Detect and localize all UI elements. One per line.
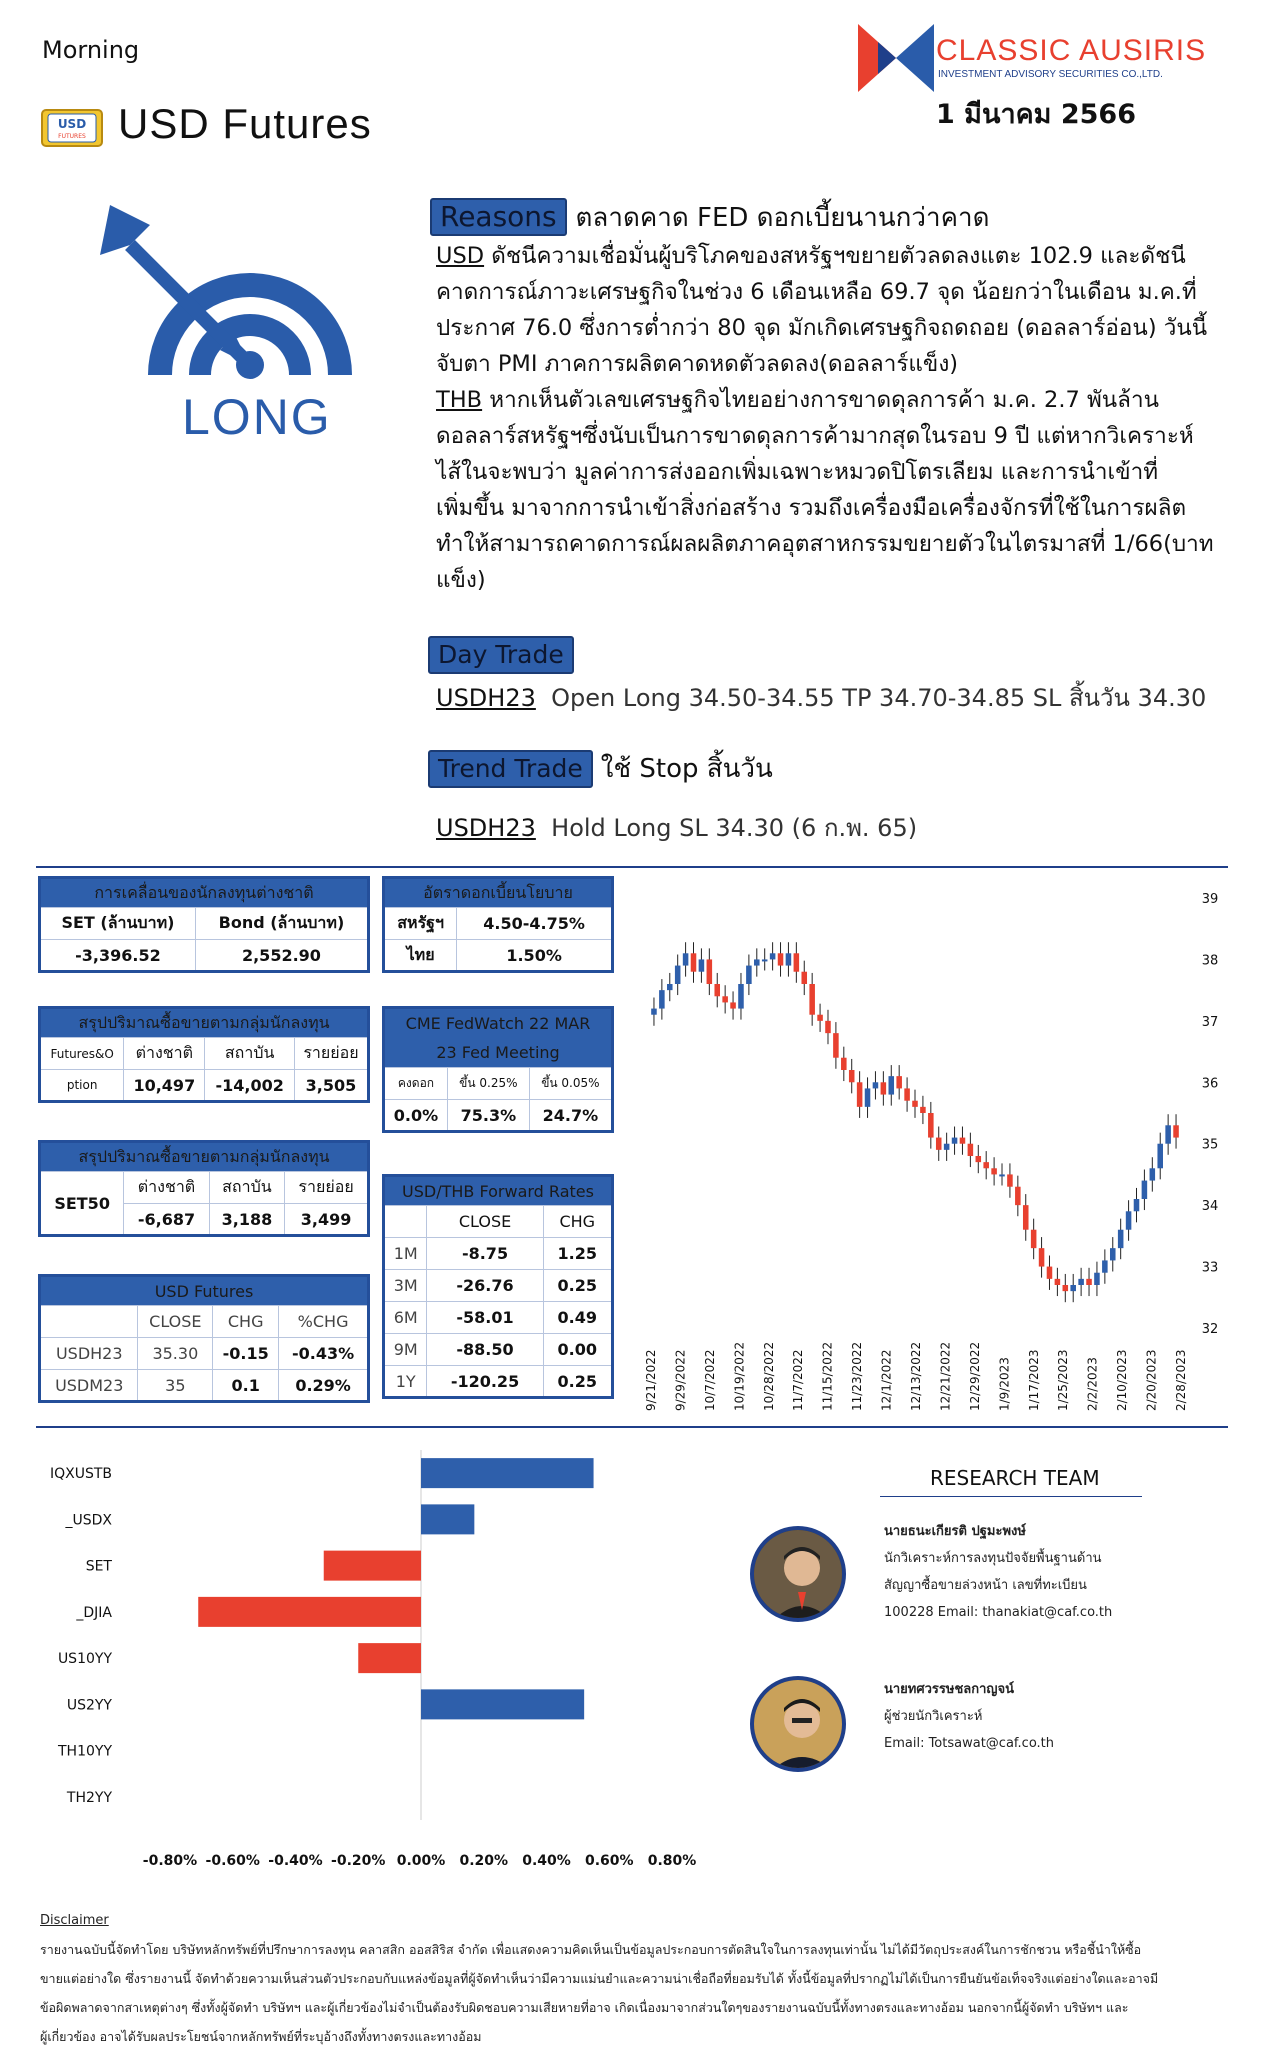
table-cell: -26.76 xyxy=(427,1270,543,1302)
table-header: สถาบัน xyxy=(209,1172,284,1204)
x-tick-label: 1/17/2023 xyxy=(1026,1349,1041,1411)
x-tick-label: 0.20% xyxy=(459,1853,509,1869)
table-cell: 35 xyxy=(138,1370,213,1402)
trend-trade-row xyxy=(436,808,917,847)
svg-text:FUTURES: FUTURES xyxy=(58,133,86,140)
assistant-photo-avatar xyxy=(750,1676,846,1772)
candle-body xyxy=(1063,1285,1069,1291)
table-cell: 24.7% xyxy=(529,1100,612,1132)
thb-line: เพิ่มขึ้น มาจากการนำเข้าสิ่งก่อสร้าง รวมถึงเครื่องมือเครื่องจักรที่ใช้ในการผลิต xyxy=(436,495,1187,521)
day-trade-row xyxy=(436,678,1206,717)
candle-body xyxy=(1094,1273,1100,1285)
disclaimer xyxy=(40,1906,1240,2051)
table-header: สถาบัน xyxy=(205,1038,295,1070)
table-cell: -0.43% xyxy=(279,1338,369,1370)
x-tick-label: 2/2/2023 xyxy=(1085,1357,1100,1411)
table-cell: 0.00 xyxy=(543,1334,612,1366)
table-header: %CHG xyxy=(279,1306,369,1338)
y-tick-label: 36 xyxy=(1201,1076,1219,1092)
thb-line: ดอลลาร์สหรัฐฯซึ่งนับเป็นการขาดดุลการค้ามากสุดในรอบ 9 ปี แต่หากวิเคราะห์ xyxy=(436,423,1194,449)
table-title: สรุปปริมาณซื้อขายตามกลุ่มนักลงทุน xyxy=(40,1008,369,1038)
table-header: CHG xyxy=(213,1306,279,1338)
table-title: การเคลื่อนของนักลงทุนต่างชาติ xyxy=(40,878,369,908)
candle-body xyxy=(691,953,697,971)
x-tick-label: 12/13/2022 xyxy=(909,1341,923,1411)
candle-body xyxy=(904,1088,910,1100)
table-title: สรุปปริมาณซื้อขายตามกลุ่มนักลงทุน xyxy=(40,1142,369,1172)
table-header: SET (ล้านบาท) xyxy=(40,908,196,940)
table-row xyxy=(384,1270,613,1302)
brand-subtitle: INVESTMENT ADVISORY SECURITIES CO.,LTD. xyxy=(938,69,1163,80)
table-cell: ption xyxy=(40,1070,124,1102)
analyst-contact: Email: Totsawat@caf.co.th xyxy=(884,1736,1055,1751)
section-divider xyxy=(36,1426,1228,1428)
table-cell: -0.15 xyxy=(213,1338,279,1370)
usd-key: USD xyxy=(436,243,485,269)
x-tick-label: -0.40% xyxy=(268,1853,323,1869)
candle-body xyxy=(960,1138,966,1144)
candle-body xyxy=(683,953,689,965)
candle-body xyxy=(920,1107,926,1113)
bar xyxy=(421,1458,594,1488)
candle-body xyxy=(770,953,776,959)
x-tick-label: 0.00% xyxy=(396,1853,446,1869)
candle-body xyxy=(667,984,673,990)
candle-body xyxy=(1031,1230,1037,1248)
candle-body xyxy=(991,1168,997,1174)
x-tick-label: 10/7/2022 xyxy=(702,1349,717,1411)
x-tick-label: -0.20% xyxy=(331,1853,386,1869)
day-trade-header xyxy=(428,636,574,674)
table-header: ขึ้น 0.25% xyxy=(447,1068,529,1100)
candle-body xyxy=(976,1156,982,1162)
candle-body xyxy=(1134,1199,1140,1211)
candle-body xyxy=(699,959,705,971)
candle-body xyxy=(833,1033,839,1058)
disclaimer-line: รายงานฉบับนี้จัดทำโดย บริษัทหลักทรัพย์ที่ปรึกษาการลงทุน คลาสสิก ออสสิริส จำกัด เพื่อแสดงความคิดเห็นเป็นข้อมูลประกอบการตัดสินใจในการลงทุนเท่านั้น ไม่ได้มีวัตถุประสงค์ในการชักชวน หรือชี้นำให้ซื้อ xyxy=(40,1942,1142,1957)
research-team-title: RESEARCH TEAM xyxy=(930,1466,1100,1490)
candle-body xyxy=(651,1009,657,1015)
day-trade-symbol: USDH23 xyxy=(436,684,536,712)
bar xyxy=(421,1504,474,1534)
table-cell: 35.30 xyxy=(138,1338,213,1370)
foreign-flow-table xyxy=(38,876,370,973)
disclaimer-line: ข้อผิดพลาดจากสาเหตุต่างๆ ซึ่งทั้งผู้จัดทำ บริษัทฯ และผู้เกี่ยวข้องไม่จำเป็นต้องรับผิดชอบความเสียหายที่อาจ เกิดเนื่องมาจากส่วนใดๆของรายงานฉบับนี้ทั้งทางตรงและทางอ้อม นอกจากนี้ผู้จัดทำ บริษัทฯ และ xyxy=(40,2000,1129,2015)
table-header: Bond (ล้านบาท) xyxy=(195,908,368,940)
candle-body xyxy=(1070,1285,1076,1291)
candle-body xyxy=(1078,1279,1084,1285)
futures-flow-table xyxy=(38,1006,370,1103)
candle-body xyxy=(952,1138,958,1144)
candle-body xyxy=(1007,1174,1013,1186)
table-cell: 1Y xyxy=(384,1366,427,1398)
trend-trade-text: Hold Long SL 34.30 (6 ก.พ. 65) xyxy=(551,814,918,842)
table-cell: 1.50% xyxy=(457,940,613,972)
x-tick-label: 0.40% xyxy=(522,1853,571,1869)
candle-body xyxy=(1165,1125,1171,1143)
category-label: US10YY xyxy=(57,1651,112,1668)
x-tick-label: 2/28/2023 xyxy=(1174,1349,1188,1411)
table-cell: 9M xyxy=(384,1334,427,1366)
trend-trade-symbol: USDH23 xyxy=(436,814,536,842)
x-tick-label: 12/29/2022 xyxy=(967,1341,982,1411)
x-tick-label: -0.60% xyxy=(205,1853,260,1869)
category-label: TH2YY xyxy=(66,1789,112,1806)
table-row xyxy=(40,1338,369,1370)
candle-body xyxy=(1039,1248,1045,1266)
day-trade-text: Open Long 34.50-34.55 TP 34.70-34.85 SL สิ้นวัน 34.30 xyxy=(551,684,1207,712)
candle-body xyxy=(730,1002,736,1008)
reasons-tag: Reasons xyxy=(430,198,567,236)
bar xyxy=(324,1551,421,1581)
usdthb-candlestick-chart xyxy=(640,876,1230,1416)
candle-body xyxy=(754,959,760,965)
category-label: _USDX xyxy=(65,1512,112,1529)
x-tick-label: 2/20/2023 xyxy=(1144,1349,1159,1411)
y-tick-label: 34 xyxy=(1201,1199,1219,1215)
trend-trade-headline: ใช้ Stop สิ้นวัน xyxy=(600,754,773,784)
category-label: SET xyxy=(85,1558,112,1575)
table-cell: 4.50-4.75% xyxy=(457,908,613,940)
trend-trade-header xyxy=(428,750,773,788)
forward-rates-table xyxy=(382,1174,614,1399)
disclaimer-line: ผู้เกี่ยวข้อง อาจได้รับผลประโยชน์จากหลักทรัพย์ที่ระบุอ้างถึงทั้งทางตรงและทางอ้อม xyxy=(40,2029,482,2044)
x-tick-label: 10/28/2022 xyxy=(761,1341,776,1411)
candle-body xyxy=(817,1015,823,1021)
disclaimer-title: Disclaimer xyxy=(40,1913,109,1928)
svg-text:USD: USD xyxy=(57,117,87,131)
thb-paragraph xyxy=(436,382,1256,598)
candle-body xyxy=(1110,1248,1116,1260)
category-label: US2YY xyxy=(66,1697,112,1714)
table-header: CLOSE xyxy=(138,1306,213,1338)
table-title: 23 Fed Meeting xyxy=(384,1038,613,1068)
table-cell: USDH23 xyxy=(40,1338,138,1370)
candle-body xyxy=(809,984,815,1015)
report-session: Morning xyxy=(42,36,140,64)
table-header: ต่างชาติ xyxy=(124,1038,205,1070)
section-divider xyxy=(36,866,1228,868)
candle-body xyxy=(968,1144,974,1156)
candle-body xyxy=(746,966,752,984)
table-cell: 0.25 xyxy=(543,1270,612,1302)
x-tick-label: 9/21/2022 xyxy=(644,1349,658,1411)
x-tick-label: 0.60% xyxy=(584,1853,634,1869)
category-label: IQXUSTB xyxy=(49,1466,112,1483)
reasons-headline: ตลาดคาด FED ดอกเบี้ยนานกว่าคาด xyxy=(575,203,990,233)
candle-body xyxy=(1047,1267,1053,1279)
table-cell: 1.25 xyxy=(543,1238,612,1270)
candle-body xyxy=(675,966,681,984)
x-tick-label: 11/7/2022 xyxy=(791,1349,806,1411)
candle-body xyxy=(762,959,768,961)
usd-futures-table xyxy=(38,1274,370,1403)
x-tick-label: 12/21/2022 xyxy=(938,1341,953,1411)
table-cell: 0.49 xyxy=(543,1302,612,1334)
candle-body xyxy=(873,1082,879,1088)
table-cell: 75.3% xyxy=(447,1100,529,1132)
signal-label: LONG xyxy=(182,389,332,445)
y-tick-label: 37 xyxy=(1201,1014,1219,1030)
analyst-contact: 100228 Email: thanakiat@caf.co.th xyxy=(884,1605,1113,1620)
candle-body xyxy=(944,1144,950,1150)
analyst-photo-avatar xyxy=(750,1526,846,1622)
usd-line: จับตา PMI ภาคการผลิตคาดหดตัวลดลง(ดอลลาร์แข็ง) xyxy=(436,351,959,377)
candle-body xyxy=(983,1162,989,1168)
table-header: ขึ้น 0.05% xyxy=(529,1068,612,1100)
usd-line: คาดการณ์ภาวะเศรษฐกิจในช่วง 6 เดือนเหลือ 69.7 จุด น้อยกว่าในเดือน ม.ค.ที่ xyxy=(436,279,1197,305)
page-title: USD Futures xyxy=(118,100,372,147)
bar xyxy=(198,1597,421,1627)
fedwatch-table xyxy=(382,1006,614,1133)
table-header: CLOSE xyxy=(427,1206,543,1238)
x-tick-label: 1/9/2023 xyxy=(997,1357,1012,1411)
table-cell: -88.50 xyxy=(427,1334,543,1366)
report-date: 1 มีนาคม 2566 xyxy=(936,99,1137,130)
brand-logo-icon xyxy=(858,24,934,92)
table-cell: 0.29% xyxy=(279,1370,369,1402)
table-cell: 10,497 xyxy=(124,1070,205,1102)
candle-body xyxy=(1126,1211,1132,1229)
analyst-2-info xyxy=(884,1676,1054,1757)
table-cell: -8.75 xyxy=(427,1238,543,1270)
table-row xyxy=(384,1238,613,1270)
candle-body xyxy=(1142,1181,1148,1199)
table-cell: 3M xyxy=(384,1270,427,1302)
analyst-name: นายธนะเกียรติ ปฐมะพงษ์ xyxy=(884,1524,1026,1539)
y-tick-label: 33 xyxy=(1201,1260,1219,1276)
candle-body xyxy=(801,972,807,984)
usd-line: ดัชนีความเชื่อมั่นผู้บริโภคของสหรัฐฯขยายตัวลดลงแตะ 102.9 และดัชนี xyxy=(484,243,1186,269)
table-row xyxy=(384,1302,613,1334)
y-tick-label: 39 xyxy=(1201,892,1219,907)
thb-line: แข็ง) xyxy=(436,567,486,593)
candle-body xyxy=(714,984,720,996)
candle-body xyxy=(778,953,784,965)
x-tick-label: 11/15/2022 xyxy=(820,1341,835,1411)
candle-body xyxy=(1173,1125,1179,1137)
x-tick-label: -0.80% xyxy=(142,1853,198,1869)
table-title: อัตราดอกเบี้ยนโยบาย xyxy=(384,878,613,908)
candle-body xyxy=(1150,1168,1156,1180)
bar xyxy=(358,1643,421,1673)
table-cell: -120.25 xyxy=(427,1366,543,1398)
candle-body xyxy=(1055,1279,1061,1285)
candle-body xyxy=(1086,1279,1092,1285)
table-cell: 0.1 xyxy=(213,1370,279,1402)
table-header: รายย่อย xyxy=(285,1172,369,1204)
x-tick-label: 0.80% xyxy=(647,1853,697,1869)
candle-body xyxy=(857,1082,863,1107)
analyst-license: สัญญาซื้อขายล่วงหน้า เลขที่ทะเบียน xyxy=(884,1578,1087,1593)
candle-body xyxy=(786,953,792,965)
table-header: ต่างชาติ xyxy=(124,1172,209,1204)
candle-body xyxy=(1118,1230,1124,1248)
analyst-name: นายทศวรรษชลกาญจน์ xyxy=(884,1682,1014,1697)
table-title: USD/THB Forward Rates xyxy=(384,1176,613,1206)
brand-name: CLASSIC AUSIRIS xyxy=(936,34,1207,67)
candle-body xyxy=(936,1138,942,1150)
table-cell: 6M xyxy=(384,1302,427,1334)
table-cell: Futures&O xyxy=(40,1038,124,1070)
y-tick-label: 35 xyxy=(1201,1137,1219,1153)
analyst-1-info xyxy=(884,1518,1112,1626)
table-cell: -3,396.52 xyxy=(40,940,196,972)
table-row xyxy=(384,1334,613,1366)
candle-body xyxy=(896,1076,902,1088)
table-cell: USDM23 xyxy=(40,1370,138,1402)
candle-body xyxy=(912,1101,918,1107)
candle-body xyxy=(865,1088,871,1106)
usd-paragraph xyxy=(436,238,1256,382)
day-trade-tag: Day Trade xyxy=(428,636,574,674)
candle-body xyxy=(825,1021,831,1033)
usd-line: ประกาศ 76.0 ซึ่งการต่ำกว่า 80 จุด มักเกิดเศรษฐกิจถดถอย (ดอลลาร์อ่อน) วันนี้ xyxy=(436,315,1208,341)
y-tick-label: 38 xyxy=(1201,953,1219,969)
candle-body xyxy=(722,996,728,1002)
analyst-role: นักวิเคราะห์การลงทุนปัจจัยพื้นฐานด้าน xyxy=(884,1551,1102,1566)
trend-trade-tag: Trend Trade xyxy=(428,750,593,788)
x-tick-label: 2/10/2023 xyxy=(1115,1349,1130,1411)
table-cell: 0.0% xyxy=(384,1100,448,1132)
reasons-header xyxy=(430,198,990,236)
candle-body xyxy=(1157,1144,1163,1169)
table-cell: -6,687 xyxy=(124,1204,209,1236)
category-label: _DJIA xyxy=(76,1604,112,1621)
candle-body xyxy=(738,984,744,1009)
x-tick-label: 10/19/2022 xyxy=(732,1341,747,1411)
table-cell: 0.25 xyxy=(543,1366,612,1398)
table-row xyxy=(40,1370,369,1402)
candle-body xyxy=(1102,1260,1108,1272)
x-tick-label: 12/1/2022 xyxy=(879,1349,894,1411)
table-cell: -14,002 xyxy=(205,1070,295,1102)
table-row xyxy=(384,1366,613,1398)
candle-body xyxy=(1023,1205,1029,1230)
table-title: CME FedWatch 22 MAR xyxy=(384,1008,613,1038)
thb-key: THB xyxy=(436,387,483,413)
table-header: คงดอก xyxy=(384,1068,448,1100)
candle-body xyxy=(928,1113,934,1138)
candle-body xyxy=(659,990,665,1008)
candle-body xyxy=(1015,1187,1021,1205)
thb-line: ทำให้สามารถคาดการณ์ผลผลิตภาคอุตสาหกรรมขยายตัวในไตรมาสที่ 1/66(บาท xyxy=(436,531,1214,557)
candle-body xyxy=(999,1174,1005,1176)
analyst-role: ผู้ช่วยนักวิเคราะห์ xyxy=(884,1709,983,1724)
table-cell: ไทย xyxy=(384,940,457,972)
table-cell: 3,499 xyxy=(285,1204,369,1236)
candle-body xyxy=(881,1082,887,1094)
policy-rate-table xyxy=(382,876,614,973)
table-cell: 2,552.90 xyxy=(195,940,368,972)
thb-line: หากเห็นตัวเลขเศรษฐกิจไทยอย่างการขาดดุลการค้า ม.ค. 2.7 พันล้าน xyxy=(482,387,1159,413)
category-label: TH10YY xyxy=(58,1743,112,1760)
research-divider xyxy=(880,1496,1142,1497)
table-cell: 3,505 xyxy=(294,1070,368,1102)
thb-line: ไส้ในจะพบว่า มูลค่าการส่งออกเพิ่มเฉพาะหมวดปิโตรเลียม และการนำเข้าที่ xyxy=(436,459,1159,485)
candle-body xyxy=(889,1076,895,1094)
market-change-bar-chart xyxy=(40,1440,720,1880)
table-cell: SET50 xyxy=(40,1172,124,1236)
candle-body xyxy=(841,1058,847,1070)
x-tick-label: 11/23/2022 xyxy=(850,1341,865,1411)
table-cell: -58.01 xyxy=(427,1302,543,1334)
disclaimer-line: ขายแต่อย่างใด ซึ่งรายงานนี้ จัดทำด้วยความเห็นส่วนตัวประกอบกับแหล่งข้อมูลที่ผู้จัดทำเห็นว่ามีความแม่นยำและความน่าเชื่อถือที่ยอมรับได้ ทั้งนี้ข้อมูลที่ปรากฏไม่ได้เป็นการยืนยันข้อเท็จจริงแต่อย่างใดและอาจมี xyxy=(40,1971,1159,1986)
table-cell: 3,188 xyxy=(209,1204,284,1236)
usd-futures-logo-icon xyxy=(40,106,106,150)
table-header: รายย่อย xyxy=(294,1038,368,1070)
table-cell: 1M xyxy=(384,1238,427,1270)
y-tick-label: 32 xyxy=(1201,1322,1219,1337)
target-arrow-icon xyxy=(100,205,360,395)
set50-flow-table xyxy=(38,1140,370,1237)
table-header: CHG xyxy=(543,1206,612,1238)
candle-body xyxy=(849,1070,855,1082)
candle-body xyxy=(707,959,713,984)
bar xyxy=(421,1689,584,1719)
candle-body xyxy=(794,953,800,971)
x-tick-label: 9/29/2022 xyxy=(673,1349,688,1411)
x-tick-label: 1/25/2023 xyxy=(1056,1349,1071,1411)
table-title: USD Futures xyxy=(40,1276,369,1306)
table-cell: สหรัฐฯ xyxy=(384,908,457,940)
